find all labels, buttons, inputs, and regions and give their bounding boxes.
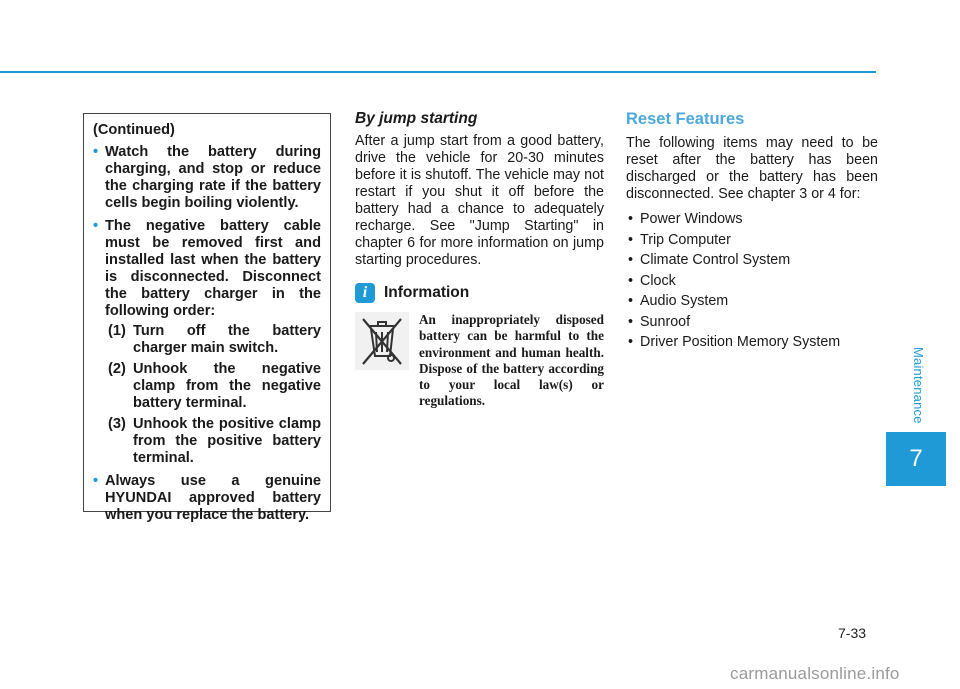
caution-item-text: Watch the battery during charging, and stop or reduce the charging rate if the battery cells begin boiling violently. [105, 144, 321, 211]
bullet-icon: • [93, 144, 99, 160]
reset-features-section [626, 110, 878, 353]
bullet-icon: • [628, 211, 634, 227]
caution-item [93, 218, 321, 467]
step-text: Unhook the negative clamp from the negative battery terminal. [133, 361, 321, 411]
list-item [626, 230, 878, 251]
jump-start-section [355, 110, 604, 410]
reset-features-list [626, 209, 878, 353]
list-item-text: Clock [640, 272, 676, 289]
caution-item-text: The negative battery cable must be removed first and installed last when the battery is disconnected. Disconnect the battery charger in the following order: [105, 218, 321, 319]
list-item-text: Power Windows [640, 211, 743, 227]
info-icon: i [355, 283, 375, 303]
step-number: (1) [108, 323, 126, 339]
information-header [355, 283, 604, 303]
bullet-icon: • [628, 272, 634, 289]
crossed-out-wheelie-bin-icon [355, 312, 409, 370]
list-item [626, 271, 878, 292]
caution-box [83, 113, 331, 523]
top-rule [0, 71, 876, 73]
list-item [626, 209, 878, 230]
information-title: Information [384, 284, 470, 301]
caution-step [108, 361, 321, 412]
caution-item-text: Always use a genuine HYUNDAI approved battery when you replace the battery. [105, 473, 321, 523]
step-number: (3) [108, 416, 126, 432]
chapter-tab: 7 [886, 432, 946, 486]
bullet-icon: • [628, 334, 634, 350]
reset-features-title: Reset Features [626, 110, 745, 128]
list-item [626, 250, 878, 271]
information-body [355, 312, 604, 410]
jump-start-body: After a jump start from a good battery, drive the vehicle for 20-30 minutes before it is shutoff. The vehicle may not restart if you shut it off before the battery had a chance to adequately recharge. See "Jump Starting" in chapter 6 for more information on jump starting procedures. [355, 133, 604, 268]
caution-item [93, 144, 321, 212]
list-item [626, 312, 878, 333]
watermark: carmanualsonline.info [730, 664, 900, 683]
bullet-icon: • [628, 293, 634, 309]
caution-step [108, 416, 321, 467]
step-text: Unhook the positive clamp from the positive battery terminal. [133, 416, 321, 466]
list-item [626, 291, 878, 312]
bullet-icon: • [628, 231, 634, 248]
continued-label: (Continued) [93, 122, 175, 138]
list-item [626, 332, 878, 353]
page-number: 7-33 [838, 625, 867, 641]
list-item-text: Audio System [640, 293, 729, 309]
bullet-icon: • [628, 313, 634, 330]
bullet-icon: • [93, 218, 99, 234]
reset-features-intro: The following items may need to be reset after the battery has been discharged or the battery has been disconnected. See chapter 3 or 4 for: [626, 135, 878, 202]
bullet-icon: • [93, 473, 99, 489]
section-side-label: Maintenance [911, 346, 926, 424]
step-text: Turn off the battery charger main switch. [133, 323, 321, 356]
list-item-text: Driver Position Memory System [640, 334, 841, 350]
information-text: An inappropriately disposed battery can be harmful to the environment and human health. Dispose of the battery according to your local law(s) or regulations. [419, 312, 604, 409]
list-item-text: Sunroof [640, 313, 691, 330]
caution-step [108, 323, 321, 357]
caution-item [93, 473, 321, 524]
step-number: (2) [108, 361, 126, 377]
bullet-icon: • [628, 252, 634, 268]
list-item-text: Trip Computer [640, 231, 731, 248]
jump-start-title: By jump starting [355, 110, 478, 127]
list-item-text: Climate Control System [640, 252, 791, 268]
